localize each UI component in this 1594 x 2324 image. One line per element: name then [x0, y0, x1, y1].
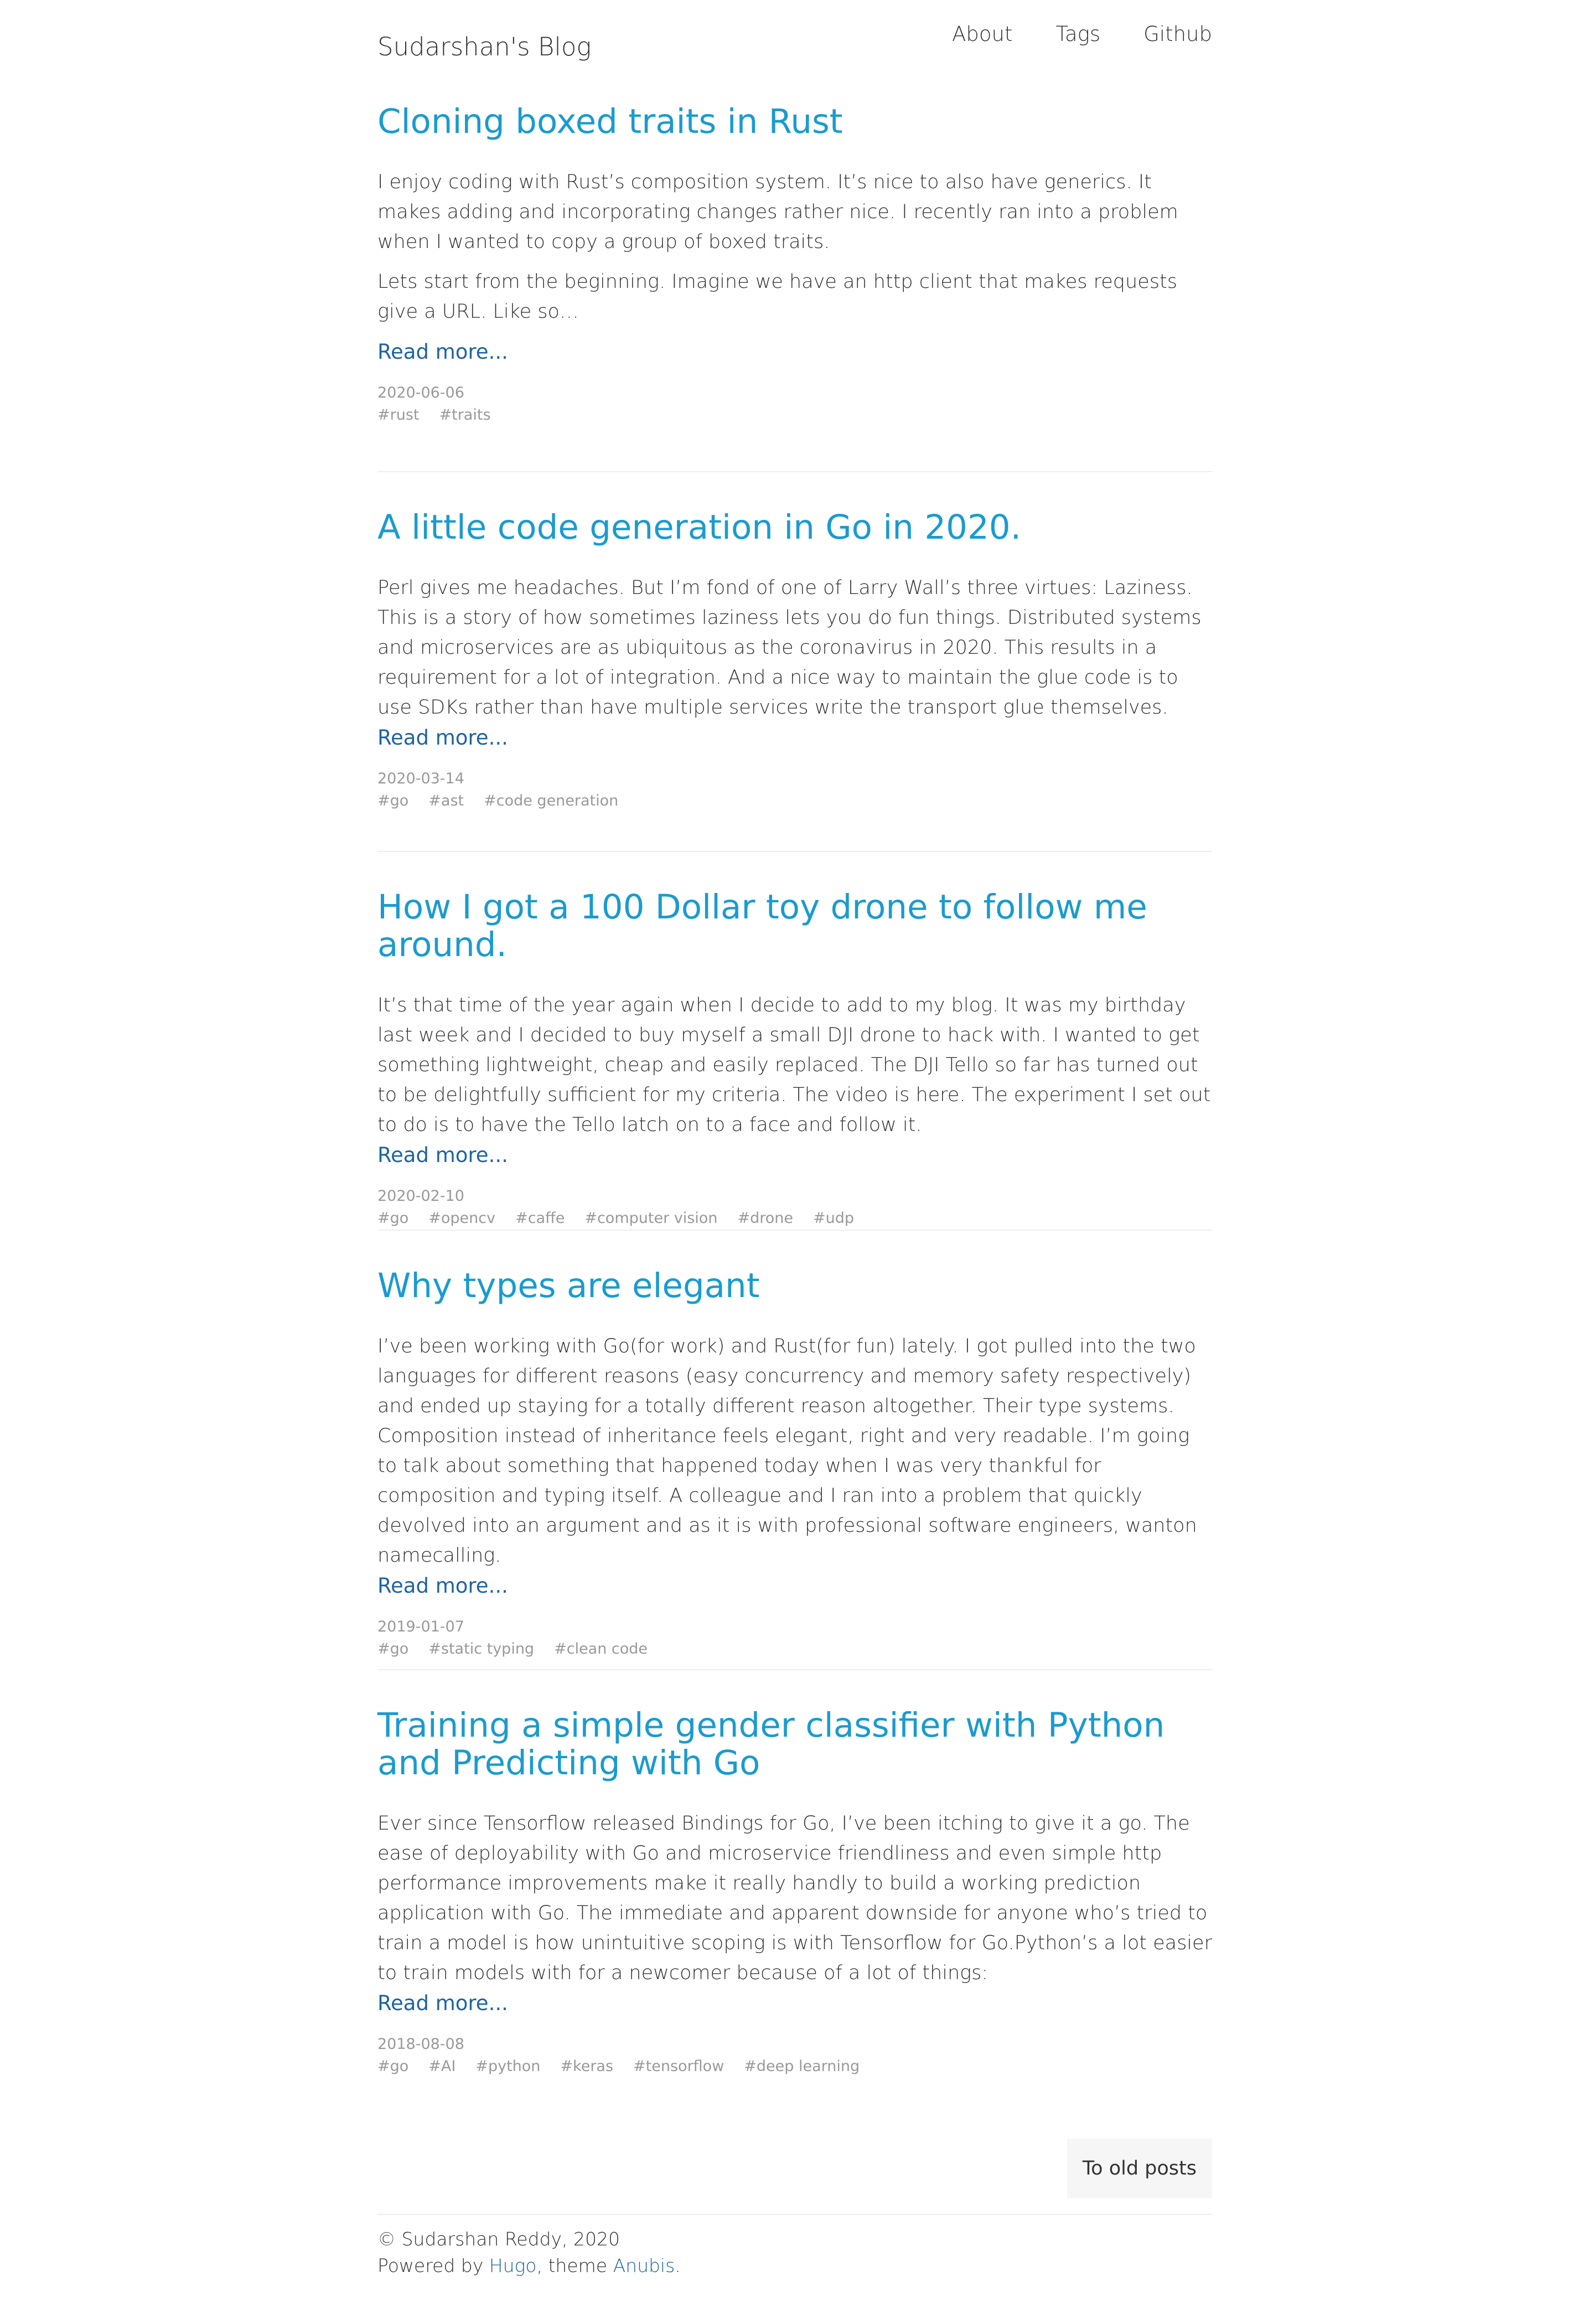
tag-link[interactable]: #python — [475, 2058, 541, 2075]
post-meta — [377, 1616, 1212, 1660]
read-more-link[interactable]: Read more... — [377, 340, 508, 364]
post-title-link[interactable]: Cloning boxed traits in Rust — [377, 102, 843, 141]
post-list — [377, 103, 1212, 2096]
pagination — [377, 2096, 1212, 2214]
tag-link[interactable]: #go — [377, 1210, 409, 1227]
post-title-link[interactable]: Training a simple gender classifier with Python and Predicting with Go — [377, 1706, 1165, 1783]
tag-link[interactable]: #static typing — [428, 1640, 535, 1657]
footer-theme-text: , theme — [536, 2255, 613, 2276]
post-date: 2020-03-14 — [377, 770, 464, 787]
post-paragraph: I’ve been working with Go(for work) and Rust(for fun) lately. I got pulled into the two languages for different reasons (easy concurrency and memory safety respectively) and ended up staying for a totally different reason altogether. Their type systems. Composition instead of inheritance feels elegant, right and very readable. I’m going to talk about something that happened today when I was very thankful for composition and typing itself. A colleague and I ran into a problem that quickly devolved into an argument and as it is with professional software engineers, wanton namecalling. — [377, 1335, 1197, 1567]
post-title-link[interactable]: A little code generation in Go in 2020. — [377, 508, 1021, 547]
post-title — [377, 1707, 1212, 1782]
site-title-link[interactable]: Sudarshan's Blog — [377, 32, 592, 61]
post-summary — [377, 573, 1212, 722]
post-item — [377, 852, 1212, 1231]
main-nav — [952, 21, 1212, 48]
post-summary — [377, 1331, 1212, 1571]
post-summary — [377, 990, 1212, 1140]
footer-copyright: © Sudarshan Reddy, 2020 — [377, 2228, 620, 2250]
read-more-link[interactable]: Read more... — [377, 1143, 508, 1167]
post-date: 2020-06-06 — [377, 384, 464, 401]
site-footer — [377, 2214, 1212, 2279]
post-item — [377, 1231, 1212, 1670]
site-header — [377, 0, 1212, 100]
nav-link-about[interactable]: About — [952, 22, 1013, 46]
tag-link[interactable]: #deep learning — [744, 2058, 860, 2075]
post-item — [377, 1670, 1212, 2096]
tag-link[interactable]: #udp — [812, 1210, 854, 1227]
read-more-link[interactable]: Read more... — [377, 1574, 508, 1598]
post-date: 2018-08-08 — [377, 2036, 464, 2053]
anubis-link[interactable]: Anubis — [613, 2255, 675, 2276]
tag-link[interactable]: #ast — [428, 792, 464, 809]
post-summary — [377, 167, 1212, 327]
post-title — [377, 1267, 1212, 1305]
footer-powered — [377, 2253, 1212, 2279]
tag-link[interactable]: #clean code — [554, 1640, 648, 1657]
read-more-link[interactable]: Read more... — [377, 1991, 508, 2015]
post-date: 2020-02-10 — [377, 1187, 464, 1205]
post-paragraph: It’s that time of the year again when I decide to add to my blog. It was my birthday last week and I decided to buy myself a small DJI drone to hack with. I wanted to get something lightweight, cheap and easily replaced. The DJI Tello so far has turned out to be delightfully sufficient for my criteria. The video is here. The experiment I set out to do is to have the Tello latch on to a face and follow it. — [377, 994, 1211, 1136]
tag-link[interactable]: #opencv — [428, 1210, 496, 1227]
post-paragraph: Perl gives me headaches. But I’m fond of one of Larry Wall’s three virtues: Laziness. This is a story of how sometimes laziness lets you do fun things. Distributed systems and microservices are as ubiquitous as the coronavirus in 2020. This results in a requirement for a lot of integration. And a nice way to maintain the glue code is to use SDKs rather than have multiple services write the transport glue themselves. — [377, 577, 1202, 719]
post-paragraph: Lets start from the beginning. Imagine we have an http client that makes requests give a URL. Like so… — [377, 271, 1177, 323]
post-tags — [377, 404, 1212, 426]
post-tags — [377, 1207, 1212, 1230]
tag-link[interactable]: #drone — [737, 1210, 793, 1227]
post-title — [377, 103, 1212, 141]
post-paragraph: Ever since Tensorflow released Bindings for Go, I’ve been itching to give it a go. The ease of deployability with Go and microservice friendliness and even simple http performance improvements make it really handly to build a working prediction application with Go. The immediate and apparent downside for anyone who’s tried to train a model is how unintuitive scoping is with Tensorflow for Go.Python’s a lot easier to train models with for a newcomer because of a lot of things: — [377, 1812, 1212, 1984]
tag-link[interactable]: #computer vision — [584, 1210, 718, 1227]
post-item — [377, 103, 1212, 472]
nav-link-tags[interactable]: Tags — [1055, 22, 1101, 46]
tag-link[interactable]: #go — [377, 2058, 409, 2075]
nav-link-github[interactable]: Github — [1143, 22, 1212, 46]
older-posts-button[interactable]: To old posts — [1067, 2139, 1212, 2198]
tag-link[interactable]: #caffe — [515, 1210, 565, 1227]
tag-link[interactable]: #code generation — [484, 792, 619, 809]
page-container — [377, 0, 1212, 2279]
post-item — [377, 472, 1212, 852]
footer-powered-prefix: Powered by — [377, 2255, 489, 2276]
post-meta — [377, 768, 1212, 812]
post-tags — [377, 790, 1212, 812]
post-tags — [377, 1638, 1212, 1660]
post-paragraph: I enjoy coding with Rust’s composition system. It’s nice to also have generics. It makes adding and incorporating changes rather nice. I recently ran into a problem when I wanted to copy a group of boxed traits. — [377, 171, 1178, 253]
post-title — [377, 889, 1212, 964]
tag-link[interactable]: #tensorflow — [633, 2058, 724, 2075]
post-title-link[interactable]: Why types are elegant — [377, 1266, 760, 1305]
tag-link[interactable]: #traits — [439, 406, 491, 424]
post-title — [377, 509, 1212, 546]
post-title-link[interactable]: How I got a 100 Dollar toy drone to follow me around. — [377, 887, 1147, 964]
post-date: 2019-01-07 — [377, 1618, 464, 1635]
post-meta — [377, 2033, 1212, 2078]
post-tags — [377, 2056, 1212, 2078]
tag-link[interactable]: #go — [377, 1640, 409, 1657]
read-more-link[interactable]: Read more... — [377, 726, 508, 750]
tag-link[interactable]: #AI — [428, 2058, 456, 2075]
post-meta — [377, 382, 1212, 426]
hugo-link[interactable]: Hugo — [489, 2255, 537, 2276]
post-meta — [377, 1185, 1212, 1230]
tag-link[interactable]: #keras — [560, 2058, 614, 2075]
post-summary — [377, 1809, 1212, 1988]
tag-link[interactable]: #rust — [377, 406, 420, 424]
footer-period: . — [675, 2255, 681, 2276]
tag-link[interactable]: #go — [377, 792, 409, 809]
